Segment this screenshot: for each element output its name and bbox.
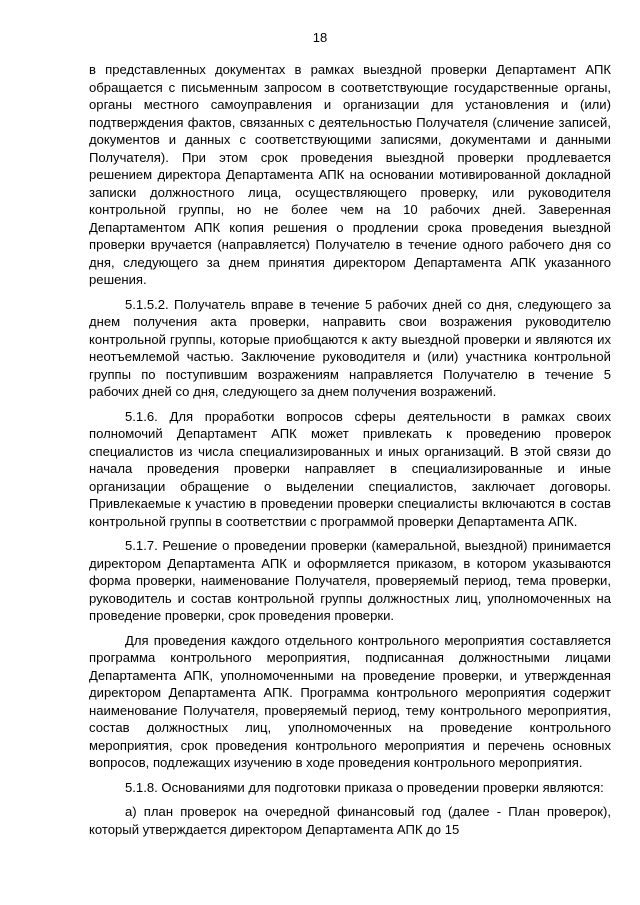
paragraph-program: Для проведения каждого отдельного контрольного мероприятия составляется программа контрольного мероприятия, подписанная должностными лицами Департамента АПК, уполномоченными на проведение проверки, и утвержденная директором Департамента АПК. Программа контрольного мероприятия содержит наименование Получателя, проверяемый период, тему контрольного мероприятия, состав должностных лиц, уполномоченных на проведение контрольного мероприятия, срок проведения контрольного мероприятия и перечень основных вопросов, подлежащих изучению в ходе проведения контрольного мероприятия. [89,632,611,770]
paragraph-5-1-7: 5.1.7. Решение о проведении проверки (камеральной, выездной) принимается директором Департамента АПК и оформляется приказом, в котором указываются форма проверки, наименование Получателя, проверяемый период, тема проверки, руководитель и состав контрольной группы должностных лиц, уполномоченных на проведение проверки, срок проведения проверки. [89,538,611,623]
paragraph-5-1-6: 5.1.6. Для проработки вопросов сферы деятельности в рамках своих полномочий Департамент АПК может привлекать к проведению проверок специалистов из числа специализированных и иных организаций. В этой связи до начала проведения проверки направляет в специализированные и иные организации обращение о выделении специалистов, заключает договоры. Привлекаемые к участию в проведении проверки специалисты включаются в состав контрольной группы в соответствии с программой проверки Департамента АПК. [89,408,611,529]
paragraph-5-1-5-2: 5.1.5.2. Получатель вправе в течение 5 рабочих дней со дня, следующего за днем получения акта проверки, направить свои возражения руководителю контрольной группы, которые приобщаются к акту выездной проверки и являются их неотъемлемой частью. Заключение руководителя и (или) участника контрольной группы по поступившим возражениям направляется Получателю в течение 5 рабочих дней со дня, следующего за днем получения возражений. [89,296,611,399]
paragraph-5-1-8: 5.1.8. Основаниями для подготовки приказа о проведении проверки являются: [125,779,604,795]
document-body [89,61,611,845]
paragraph-continuation: в представленных документах в рамках выездной проверки Департамент АПК обращается с письменным запросом в соответствующие государственные органы, органы местного самоуправления и организации для установления и (или) подтверждения фактов, связанных с деятельностью Получателя (сличение записей, документов и данных с соответствующими записями, документами и данными Получателя). При этом срок проведения выездной проверки продлевается решением директора Департамента АПК на основании мотивированной докладной записки должностного лица, осуществляющего проверку, или руководителя контрольной группы, но не более чем на 10 рабочих дней. Заверенная Департаментом АПК копия решения о продлении срока проведения выездной проверки вручается (направляется) Получателю в течение одного рабочего дня со дня, следующего за днем принятия директором Департамента АПК указанного решения. [89,62,611,287]
page-number: 18 [312,30,328,45]
paragraph-item-a: а) план проверок на очередной финансовый год (далее - План проверок), который утверждается директором Департамента АПК до 15 [89,804,611,837]
